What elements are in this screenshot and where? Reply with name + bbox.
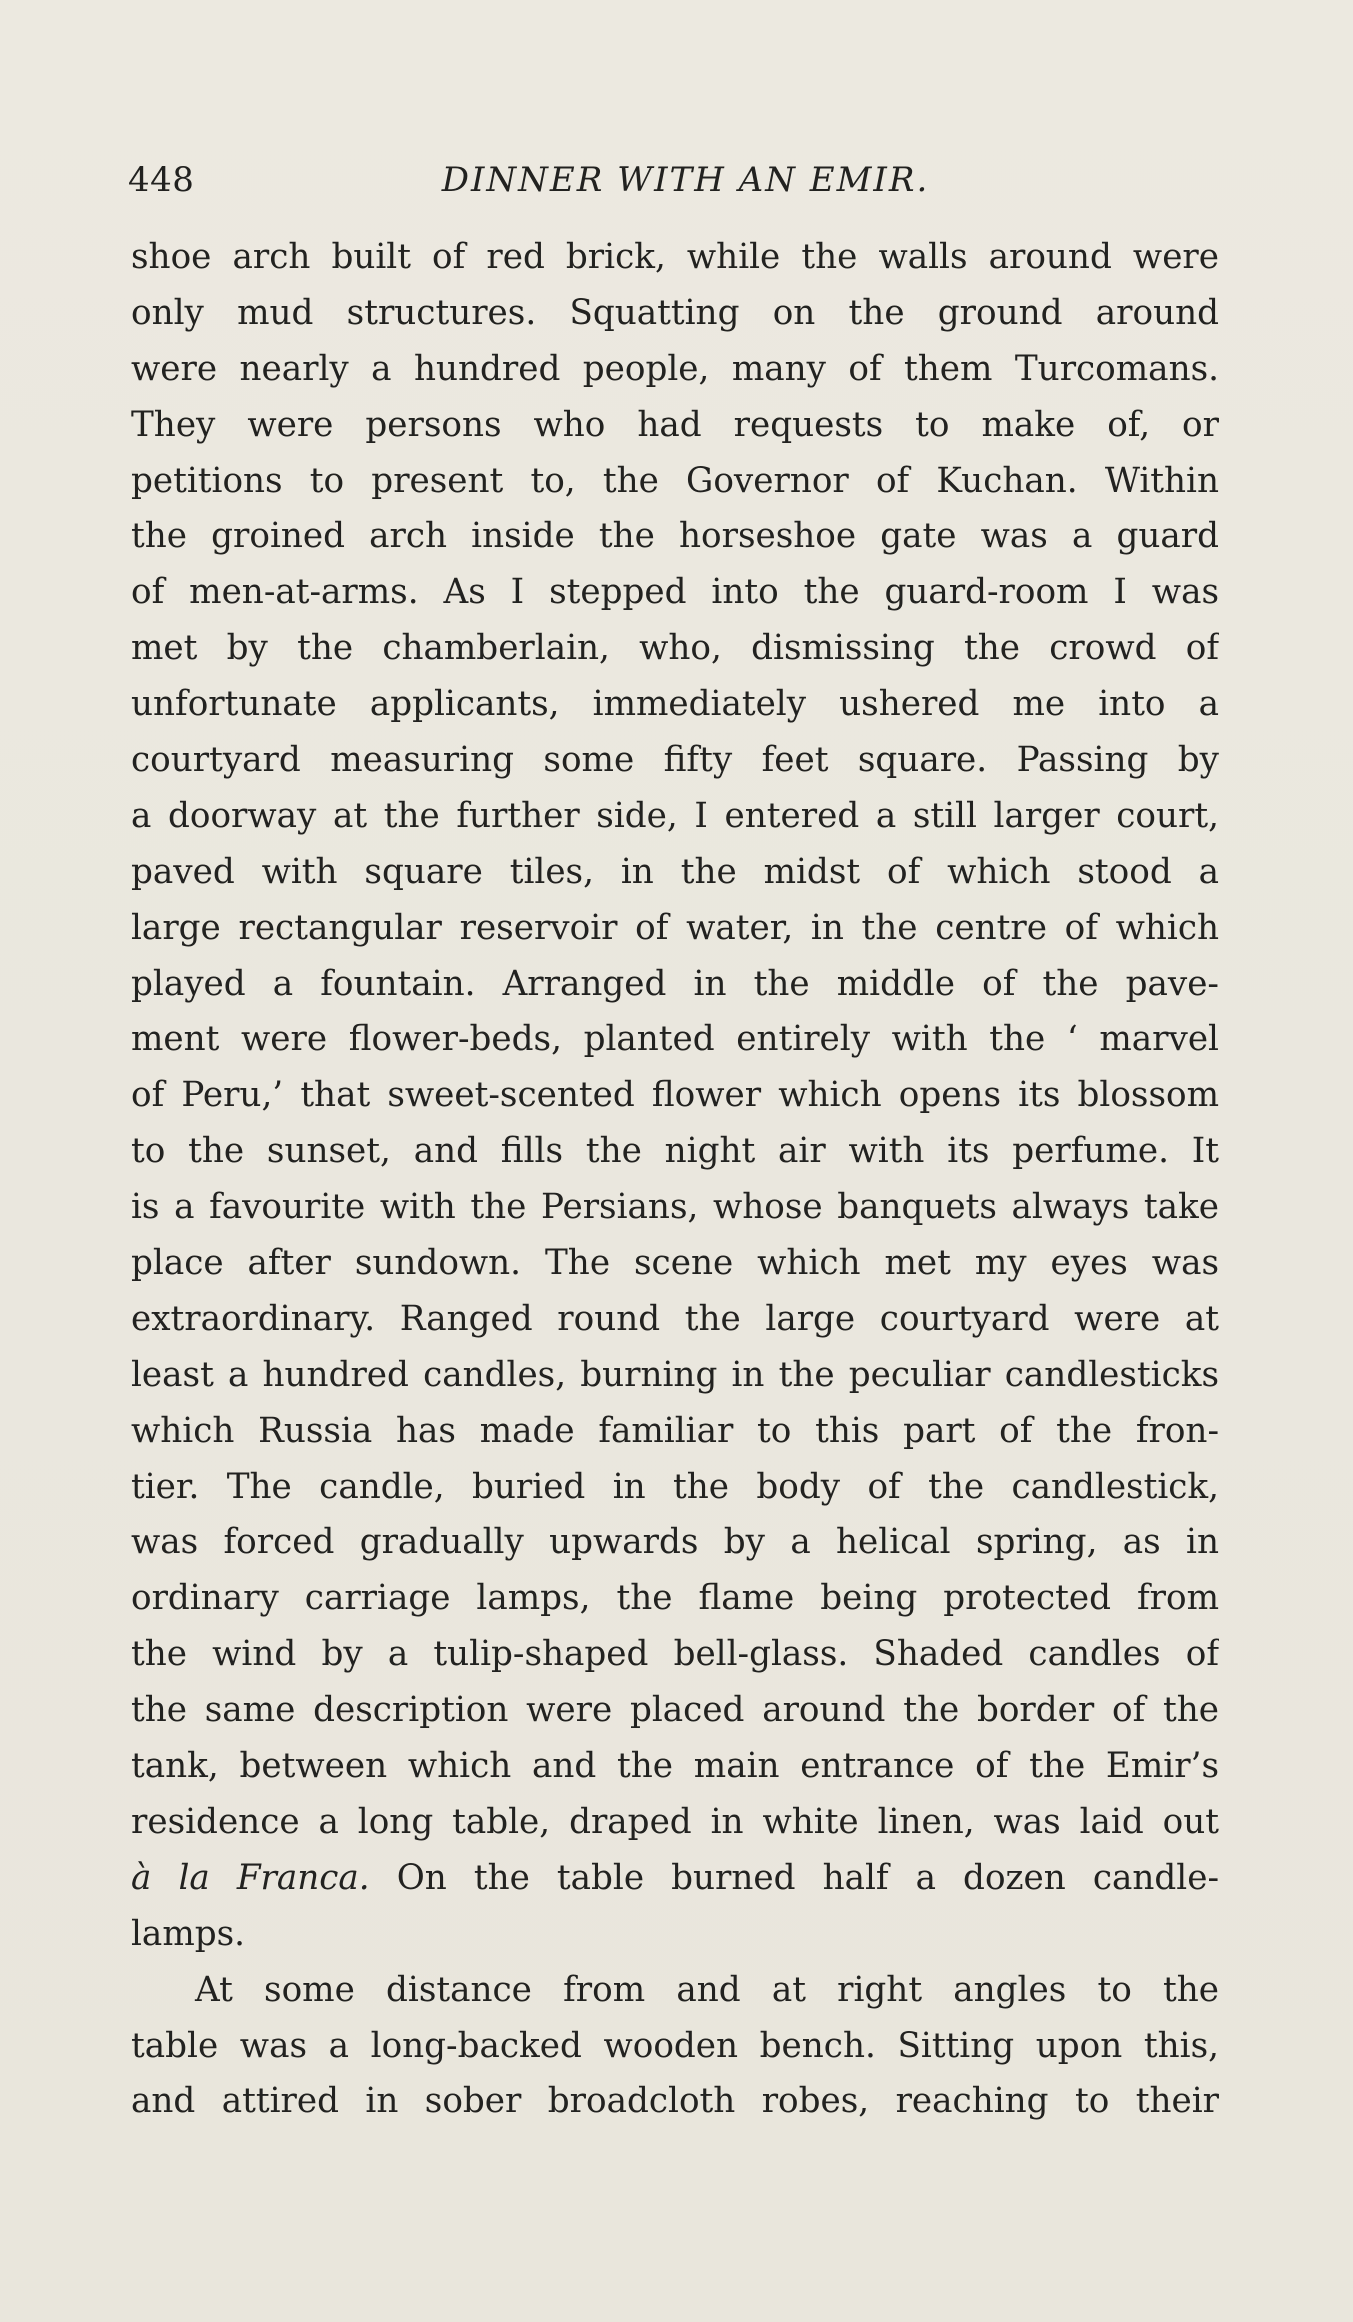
text-line: petitions to present to, the Governor of Kuchan. Within [131, 460, 1219, 501]
text-line: At some distance from and at right angles to the [195, 1969, 1219, 2010]
text-line: and attired in sober broadcloth robes, reaching to their [131, 2081, 1219, 2122]
paragraph-1 [131, 230, 1219, 1963]
text-line: residence a long table, draped in white linen, was laid out [131, 1801, 1219, 1842]
text-line: the same description were placed around the border of the [131, 1690, 1219, 1731]
text-line: least a hundred candles, burning in the peculiar candlesticks [131, 1354, 1219, 1395]
page-number: 448 [128, 160, 195, 200]
text-line: the groined arch inside the horseshoe gate was a guard [131, 516, 1219, 557]
text-line-rest: On the table burned half a dozen candle- [369, 1857, 1219, 1898]
text-line: large rectangular reservoir of water, in the centre of which [131, 907, 1219, 948]
text-line: courtyard measuring some fifty feet square. Passing by [131, 740, 1219, 781]
text-line: were nearly a hundred people, many of them Turcomans. [131, 348, 1219, 389]
paragraph-2 [131, 1963, 1219, 2131]
text-line [131, 1851, 1219, 1907]
text-line: lamps. [131, 1913, 246, 1954]
page-header [128, 150, 1223, 210]
body-text [131, 230, 1219, 2130]
text-line: was forced gradually upwards by a helical spring, as in [131, 1522, 1219, 1563]
text-line: ment were flower-beds, planted entirely with the ‘ marvel [131, 1019, 1219, 1060]
text-line: They were persons who had requests to make of, or [131, 404, 1219, 445]
text-line: only mud structures. Squatting on the ground around [131, 292, 1219, 333]
text-line: a doorway at the further side, I entered a still larger court, [131, 795, 1219, 836]
text-line: table was a long-backed wooden bench. Sitting upon this, [131, 2025, 1219, 2066]
text-line: of Peru,’ that sweet-scented flower which opens its blossom [131, 1075, 1219, 1116]
text-line: extraordinary. Ranged round the large courtyard were at [131, 1298, 1219, 1339]
text-line: which Russia has made familiar to this part of the fron- [131, 1410, 1219, 1451]
text-line: place after sundown. The scene which met my eyes was [131, 1243, 1219, 1284]
text-line: unfortunate applicants, immediately ushered me into a [131, 684, 1219, 725]
text-line: the wind by a tulip-shaped bell-glass. Shaded candles of [131, 1634, 1219, 1675]
text-line: of men-at-arms. As I stepped into the guard-room I was [131, 572, 1219, 613]
text-line: paved with square tiles, in the midst of which stood a [131, 851, 1219, 892]
text-line: shoe arch built of red brick, while the walls around were [131, 237, 1219, 277]
running-head: DINNER WITH AN EMIR. [441, 160, 930, 200]
text-line: played a fountain. Arranged in the middle of the pave- [131, 963, 1219, 1004]
text-line: to the sunset, and fills the night air with its perfume. It [131, 1131, 1219, 1172]
text-line: met by the chamberlain, who, dismissing the crowd of [131, 628, 1219, 669]
italic-phrase: à la Franca. [131, 1857, 370, 1898]
text-line: ordinary carriage lamps, the flame being protected from [131, 1578, 1219, 1619]
text-line: is a favourite with the Persians, whose banquets always take [131, 1187, 1219, 1228]
text-line: tank, between which and the main entrance of the Emir’s [131, 1746, 1219, 1787]
text-line: tier. The candle, buried in the body of the candlestick, [131, 1466, 1219, 1507]
